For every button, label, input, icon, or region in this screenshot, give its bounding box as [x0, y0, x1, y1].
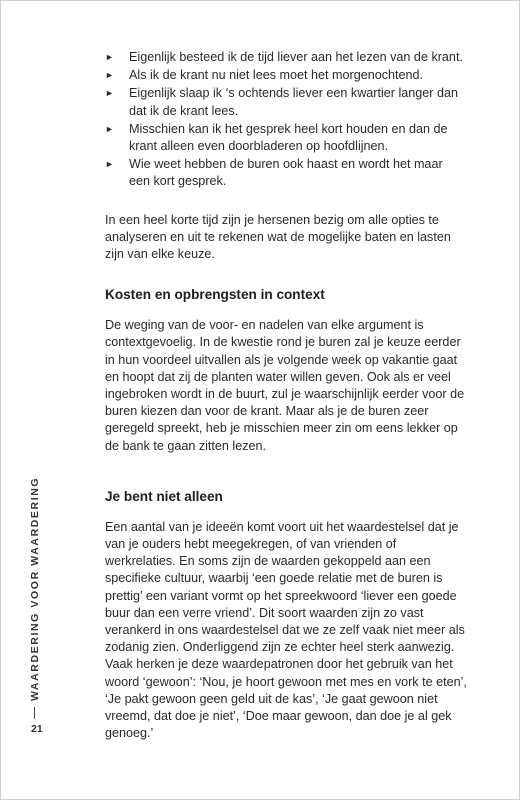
- bullet-text: Misschien kan ik het gesprek heel kort houden en dan de krant alleen even doorbladeren op hoofdlijnen.: [129, 121, 448, 154]
- list-item: [105, 121, 467, 155]
- bullet-text: Eigenlijk besteed ik de tijd liever aan het lezen van de krant.: [129, 50, 463, 64]
- bullet-arrow-icon: ►: [105, 52, 114, 62]
- bullet-text: Wie weet hebben de buren ook haast en wordt het maar een kort gesprek.: [129, 157, 443, 189]
- section-heading-context: Kosten en opbrengsten in context: [105, 287, 325, 303]
- bullet-list: [105, 49, 467, 191]
- running-head: WAARDERING VOOR WAARDERING: [29, 476, 41, 701]
- side-margin: [25, 476, 51, 745]
- bullet-text: Eigenlijk slaap ik ‘s ochtends liever een kwartier langer dan dat ik de krant lees.: [129, 86, 459, 118]
- page-content: [105, 49, 467, 743]
- paragraph-options: In een heel korte tijd zijn je hersenen bezig om alle opties te analyseren en uit te rekenen wat de mogelijke baten en lasten zijn van elke keuze.: [105, 212, 451, 262]
- page-number: 21: [31, 723, 43, 735]
- bullet-arrow-icon: ►: [105, 159, 114, 170]
- list-item: [105, 156, 467, 190]
- section-heading-not-alone: Je bent niet alleen: [105, 488, 223, 504]
- bullet-arrow-icon: ►: [105, 88, 114, 99]
- bullet-text: Als ik de krant nu niet lees moet het morgenochtend.: [129, 68, 424, 83]
- bullet-arrow-icon: ►: [105, 70, 114, 81]
- list-item: [105, 49, 467, 66]
- list-item: [105, 85, 467, 119]
- list-item: [105, 67, 467, 84]
- bullet-arrow-icon: ►: [105, 123, 114, 134]
- paragraph-context: De weging van de voor- en nadelen van elke argument is contextgevoelig. In de kwestie rond je buren zal je keuze eerder in hun voordeel uitvallen als je volgende week op vakantie gaat en hoopt dat zij de planten water willen geven. Ook als er veel ingebroken wordt in de buurt, zul je waarschijnlijk eerder voor de buren kiezen dan voor de krant. Maar als je de buren zeer geregeld spreekt, heb je misschien meer zin om eens lekker op de bank te gaan zitten lezen.: [105, 318, 465, 453]
- divider: [34, 707, 35, 719]
- paragraph-values: Een aantal van je ideeën komt voort uit het waardestelsel dat je van je ouders hebt meegekregen, of van vrienden of werkrelaties. En soms zijn de waarden gekoppeld aan een specifieke cultuur, waarbij ‘een goede relatie met de buren is prettig’ een variant vormt op het spreekwoord ‘liever een goede buur dan een verre vriend’. Dit soort waarden zijn zo vast verankerd in ons waardestelsel dat we ze zelf vaak niet meer als zodanig zien. Onderliggend zijn ze echter heel sterk aanwezig. Vaak herken je deze waardepatronen door het gebruik van het woord ‘gewoon’: ‘Nou, je hoort gewoon met mes en vork te eten’, ‘Je pakt gewoon geen geld uit de kas’, ‘Je gaat gewoon niet vreemd, dat doe je niet’, ‘Doe maar gewoon, dan doe je al gek genoeg.’: [105, 519, 467, 741]
